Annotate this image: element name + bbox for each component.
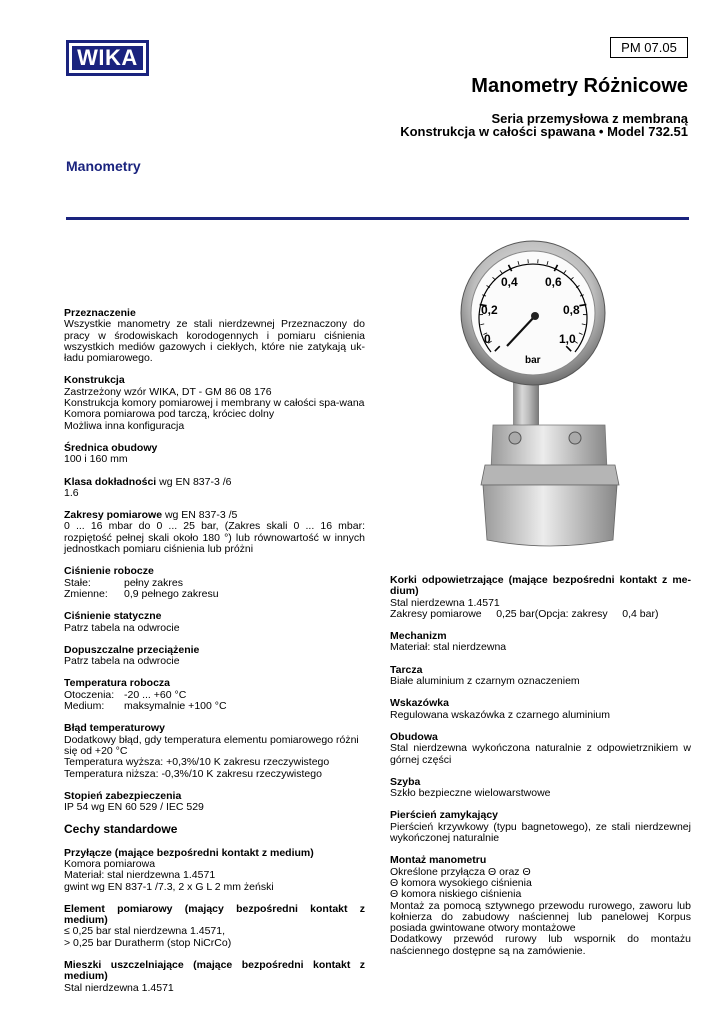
srednica-heading: Średnica obudowy	[64, 441, 158, 454]
header-divider	[66, 217, 689, 220]
pierscien-heading: Pierścień zamykający	[390, 809, 498, 822]
srednica-block	[64, 443, 365, 466]
montaz-heading: Montaż manometru	[390, 854, 487, 867]
montaz-line-4: Montaż za pomocą sztywnego przewodu rurowego, zaworu lub kołnierza do zabudowy naściennej lub panelowej Korpus posiada gwintowane otwory montażowe	[390, 899, 691, 935]
tarcza-text: Białe aluminium z czarnym oznaczeniem	[390, 675, 580, 688]
pointer-hub	[531, 312, 539, 320]
subtitle-series: Seria przemysłowa z membraną	[491, 111, 688, 126]
wika-logo-text: WIKA	[72, 46, 143, 70]
przeciazenie-block	[64, 645, 365, 668]
element-line-1: ≤ 0,25 bar stal nierdzewna 1.4571,	[64, 925, 226, 938]
gauge-label-1-0: 1,0	[559, 332, 576, 346]
blad-heading: Błąd temperaturowy	[64, 722, 165, 735]
subtitle-model: Konstrukcja w całości spawana • Model 732.51	[400, 124, 688, 139]
konstrukcja-line-3: Komora pomiarowa pod tarczą, króciec dolny	[64, 408, 275, 421]
zakresy-heading: Zakresy pomiarowe	[64, 509, 163, 522]
gauge-label-0-8: 0,8	[563, 303, 580, 317]
mechanizm-block	[390, 631, 691, 654]
stopien-text: IP 54 wg EN 60 529 / IEC 529	[64, 801, 204, 814]
klasa-heading: Klasa dokładności	[64, 475, 157, 488]
przylacze-line-3: gwint wg EN 837-1 /7.3, 2 x G L 2 mm żeński	[64, 880, 274, 893]
szyba-heading: Szyba	[390, 775, 421, 788]
wika-logo	[66, 40, 149, 76]
element-line-2: > 0,25 bar Duratherm (stop NiCrCo)	[64, 936, 232, 949]
zmienne-label: Zmienne:	[64, 587, 108, 600]
mechanizm-text: Materiał: stal nierdzewna	[390, 641, 507, 654]
korki-block	[390, 575, 691, 620]
scale-tick	[579, 305, 586, 306]
element-heading: Element pomiarowy (mający bezpośredni kontakt z medium)	[64, 902, 365, 927]
gauge-unit: bar	[525, 355, 541, 366]
medium-label: Medium:	[64, 700, 105, 713]
element-block	[64, 904, 365, 949]
klasa-text: 1.6	[64, 486, 79, 499]
konstrukcja-line-1: Zastrzeżony wzór WIKA, DT - GM 86 08 176	[64, 385, 272, 398]
klasa-block	[64, 477, 365, 500]
przylacze-block	[64, 848, 365, 893]
gauge-label-0-6: 0,6	[545, 275, 562, 289]
bolt-left	[509, 432, 521, 444]
cechy-heading: Cechy standardowe	[64, 822, 178, 837]
przeciazenie-heading: Dopuszczalne przeciążenie	[64, 643, 200, 656]
wskazowka-block	[390, 698, 691, 721]
chamber-base	[483, 485, 617, 546]
mieszki-heading: Mieszki uszczelniające (mające bezpośredni kontakt z medium)	[64, 959, 365, 983]
mieszki-text: Stal nierdzewna 1.4571	[64, 981, 174, 994]
left-column	[64, 308, 365, 1005]
szyba-text: Szkło bezpieczne wielowarstwowe	[390, 787, 551, 800]
przylacze-heading: Przyłącze (mające bezpośredni kontakt z medium)	[64, 846, 314, 859]
przeznaczenie-heading: Przeznaczenie	[64, 307, 136, 319]
montaz-line-3: Θ komora niskiego ciśnienia	[390, 888, 522, 901]
przylacze-line-2: Materiał: stal nierdzewna 1.4571	[64, 869, 216, 882]
blad-line-1: Dodatkowy błąd, gdy temperatura elementu pomiarowego różni się od +20 °C	[64, 733, 359, 757]
chamber-flange	[481, 465, 619, 485]
bolt-right	[569, 432, 581, 444]
otoczenia-label: Otoczenia:	[64, 688, 115, 701]
zakresy-norm: wg EN 837-3 /5	[162, 509, 238, 522]
zmienne-value: 0,9 pełnego zakresu	[124, 587, 219, 600]
obudowa-text: Stal nierdzewna wykończona naturalnie z odpowietrznikiem w górnej części	[390, 742, 691, 766]
stopien-heading: Stopień zabezpieczenia	[64, 789, 182, 802]
right-column	[390, 575, 691, 968]
document-number: PM 07.05	[610, 37, 688, 58]
blad-line-2: Temperatura wyższa: +0,3%/10 K zakresu rzeczywistego	[64, 756, 330, 769]
zakresy-text: 0 ... 16 mbar do 0 ... 25 bar, (Zakres skali 0 ... 16 mbar: rozpiętość pełnej skali około 180 °) lub równowartość w innych jednostkach pomiaru ciśnienia lub próżni	[64, 520, 365, 556]
srednica-text: 100 i 160 mm	[64, 453, 128, 466]
statyczne-heading: Ciśnienie statyczne	[64, 610, 162, 623]
gauge-label-0-4: 0,4	[501, 275, 518, 289]
obudowa-block	[390, 732, 691, 766]
pierscien-text: Pierścień krzywkowy (typu bagnetowego), ze stali nierdzewnej wykończonej naturalnie	[390, 820, 691, 845]
otoczenia-value: -20 ... +60 °C	[124, 688, 187, 701]
tarcza-block	[390, 665, 691, 688]
montaz-line-5: Dodatkowy przewód rurowy lub wspornik do montażu naściennego dostępne są na zamówienie.	[390, 933, 691, 957]
page-title: Manometry Różnicowe	[471, 75, 688, 97]
cisnienie-heading: Ciśnienie robocze	[64, 565, 154, 578]
mechanizm-heading: Mechanizm	[390, 630, 447, 643]
montaz-line-1: Określone przyłącza Θ oraz Θ	[390, 865, 531, 878]
korki-line-1: Stal nierdzewna 1.4571	[390, 596, 500, 609]
korki-heading: Korki odpowietrzające (mające bezpośredni kontakt z me-dium)	[390, 574, 691, 598]
korki-line-2: Zakresy pomiarowe 0,25 bar(Opcja: zakresy 0,4 bar)	[390, 607, 659, 620]
stale-value: pełny zakres	[124, 576, 183, 589]
konstrukcja-line-4: Możliwa inna konfiguracja	[64, 419, 185, 432]
tarcza-heading: Tarcza	[390, 663, 423, 676]
body-block	[491, 425, 607, 470]
przeznaczenie-block	[64, 308, 365, 364]
gauge-photo	[455, 240, 640, 570]
montaz-block	[390, 855, 691, 957]
przeciazenie-text: Patrz tabela na odwrocie	[64, 655, 180, 668]
cisnienie-block	[64, 566, 365, 600]
temperatura-heading: Temperatura robocza	[64, 677, 170, 690]
konstrukcja-heading: Konstrukcja	[64, 374, 125, 387]
zakresy-block	[64, 510, 365, 555]
blad-line-3: Temperatura niższa: -0,3%/10 K zakresu rzeczywistego	[64, 767, 322, 780]
blad-block	[64, 723, 365, 779]
section-title: Manometry	[66, 158, 141, 174]
szyba-block	[390, 777, 691, 800]
statyczne-text: Patrz tabela na odwrocie	[64, 621, 180, 634]
mieszki-block	[64, 960, 365, 994]
klasa-norm: wg EN 837-3 /6	[156, 475, 232, 488]
pierscien-block	[390, 810, 691, 844]
konstrukcja-block	[64, 375, 365, 431]
konstrukcja-line-2: Konstrukcja komory pomiarowej i membrany w całości spa-wana	[64, 397, 365, 410]
stale-label: Stałe:	[64, 576, 91, 589]
statyczne-block	[64, 611, 365, 634]
stem	[513, 378, 539, 428]
przylacze-line-1: Komora pomiarowa	[64, 857, 156, 870]
obudowa-heading: Obudowa	[390, 730, 438, 743]
stopien-block	[64, 791, 365, 814]
wskazowka-text: Regulowana wskazówka z czarnego aluminium	[390, 708, 611, 721]
wskazowka-heading: Wskazówka	[390, 697, 449, 710]
gauge-label-0-2: 0,2	[481, 303, 498, 317]
przeznaczenie-text: Wszystkie manometry ze stali nierdzewnej Przeznaczony do pracy w środowiskach korodogennych i pomiaru ciśnienia wszystkich mediów gazowych i ciekłych, które nie zatykają uk-ładu pomiarowego.	[64, 318, 365, 365]
gauge-label-0: 0	[484, 332, 491, 346]
medium-value: maksymalnie +100 °C	[124, 700, 227, 713]
temperatura-block	[64, 678, 365, 712]
montaz-line-2: Θ komora wysokiego ciśnienia	[390, 876, 532, 889]
